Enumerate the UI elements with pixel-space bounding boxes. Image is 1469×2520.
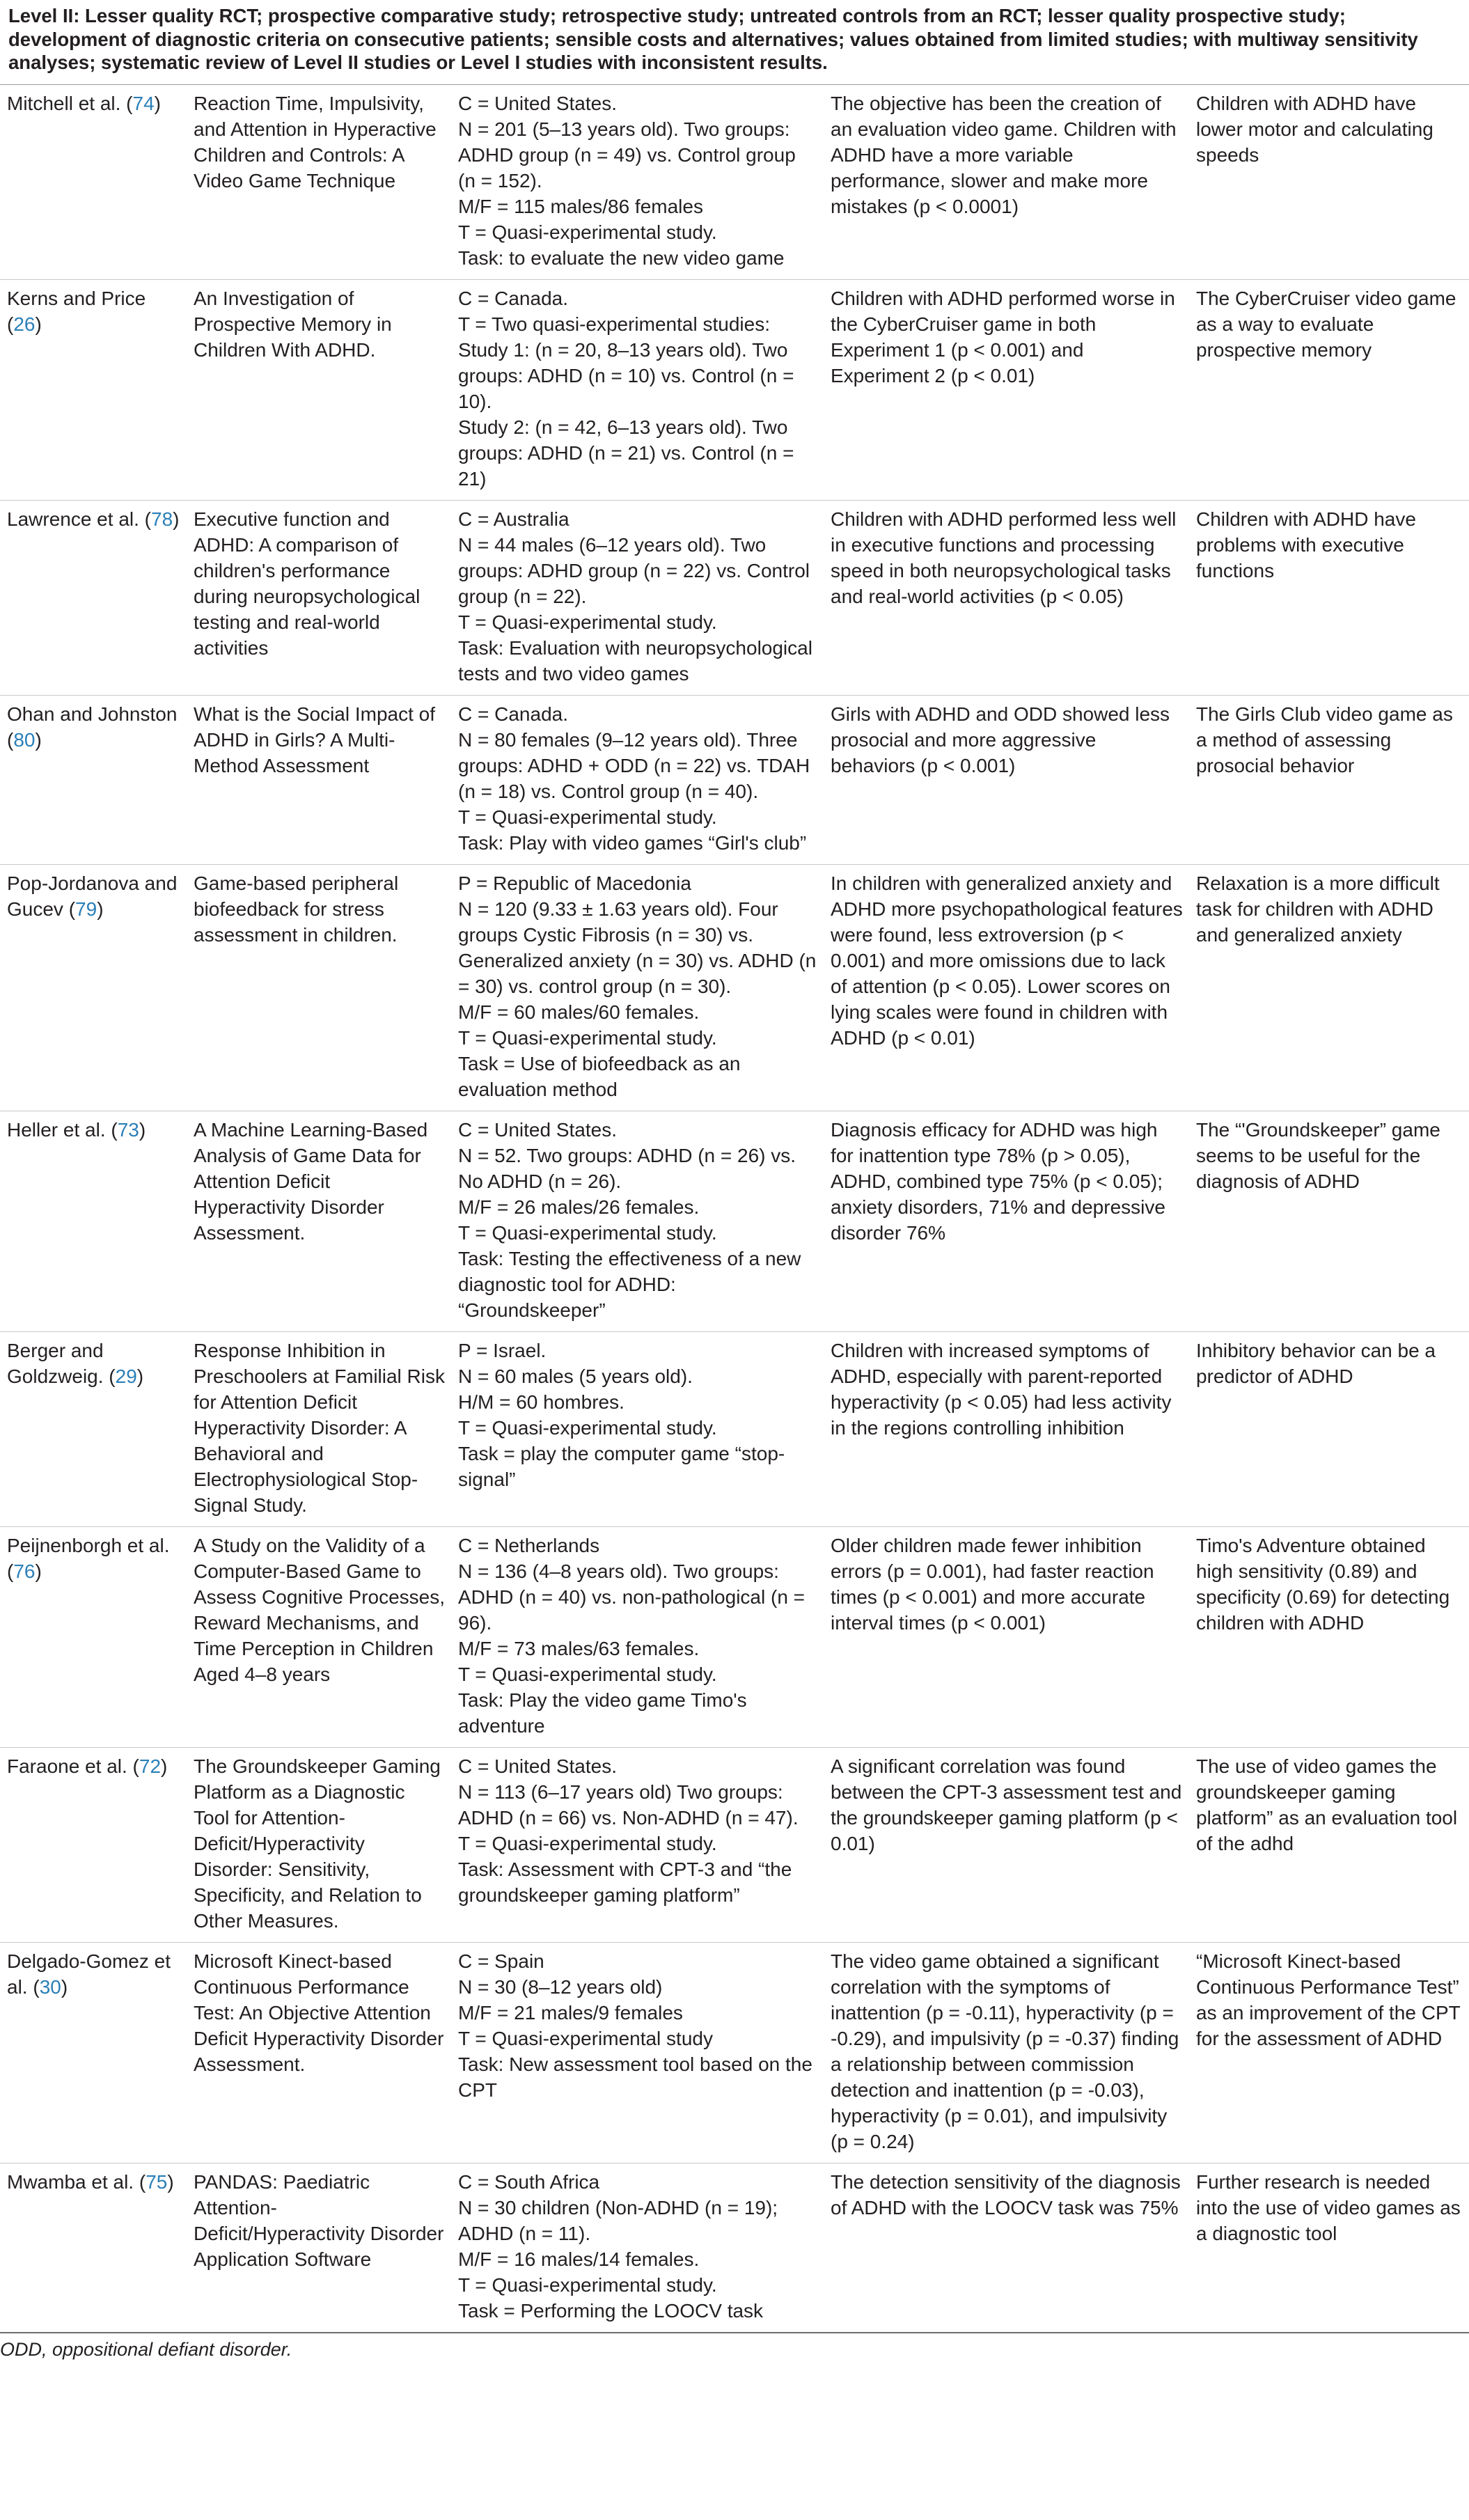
study-conclusions: Relaxation is a more difficult task for children with ADHD and generalized anxiety (1189, 864, 1469, 1111)
study-results: Older children made fewer inhibition errors (p = 0.001), had faster reaction times (p < 0.001) and more accurate interval times (p < 0.001) (824, 1526, 1189, 1747)
author-cell: Lawrence et al. (78) (0, 500, 187, 695)
author-cell: Pop-Jordanova and Gucev (79) (0, 864, 187, 1111)
characteristic-line: M/F = 115 males/86 females (458, 195, 703, 217)
characteristic-line: T = Quasi-experimental study. (458, 1221, 717, 1244)
characteristic-line: Task: Play with video games “Girl's club” (458, 831, 807, 854)
characteristic-line: P = Israel. (458, 1339, 547, 1361)
characteristic-line: N = 30 children (Non-ADHD (n = 19); ADHD (n = 11). (458, 2196, 778, 2244)
characteristic-line: Task: Assessment with CPT-3 and “the groundskeeper gaming platform” (458, 1858, 792, 1906)
characteristic-line: Task: to evaluate the new video game (458, 246, 785, 269)
author-cell: Kerns and Price (26) (0, 279, 187, 500)
study-title: A Machine Learning-Based Analysis of Game Data for Attention Deficit Hyperactivity Disorder Assessment. (187, 1111, 451, 1331)
characteristic-line: M/F = 26 males/26 females. (458, 1196, 700, 1218)
characteristic-line: C = Spain (458, 1950, 544, 1972)
study-conclusions: The CyberCruiser video game as a way to evaluate prospective memory (1189, 279, 1469, 500)
author-cell: Berger and Goldzweig. (29) (0, 1331, 187, 1526)
table-row (0, 1942, 1469, 2163)
sample-characteristics (451, 500, 824, 695)
study-results: The detection sensitivity of the diagnosis of ADHD with the LOOCV task was 75% (824, 2163, 1189, 2333)
study-results: Children with increased symptoms of ADHD, especially with parent-reported hyperactivity (p < 0.05) had less activity in the regions controlling inhibition (824, 1331, 1189, 1526)
author-name: Heller et al. (7, 1118, 106, 1141)
characteristic-line: M/F = 73 males/63 females. (458, 1637, 700, 1659)
sample-characteristics (451, 1747, 824, 1942)
table-row (0, 1526, 1469, 1747)
author-name: Ohan and Johnston (7, 703, 178, 725)
reference-link[interactable]: 79 (75, 898, 97, 920)
characteristic-line: Task: Testing the effectiveness of a new diagnostic tool for ADHD: “Groundskeeper” (458, 1247, 801, 1321)
characteristic-line: N = 52. Two groups: ADHD (n = 26) vs. No ADHD (n = 26). (458, 1144, 796, 1192)
study-results: Girls with ADHD and ODD showed less prosocial and more aggressive behaviors (p < 0.001) (824, 695, 1189, 864)
study-conclusions: Children with ADHD have problems with executive functions (1189, 500, 1469, 695)
study-conclusions: The Girls Club video game as a method of assessing prosocial behavior (1189, 695, 1469, 864)
study-title: Response Inhibition in Preschoolers at Familial Risk for Attention Deficit Hyperactivity Disorder: A Behavioral and Electrophysiological Stop-Signal Study. (187, 1331, 451, 1526)
reference-link[interactable]: 78 (151, 508, 173, 530)
study-title: Game-based peripheral biofeedback for stress assessment in children. (187, 864, 451, 1111)
sample-characteristics (451, 695, 824, 864)
author-name: Faraone et al. (7, 1755, 127, 1777)
study-conclusions: The use of video games the groundskeeper gaming platform” as an evaluation tool of the adhd (1189, 1747, 1469, 1942)
study-conclusions: Inhibitory behavior can be a predictor of ADHD (1189, 1331, 1469, 1526)
characteristic-line: C = United States. (458, 92, 618, 114)
study-conclusions: The “'Groundskeeper” game seems to be useful for the diagnosis of ADHD (1189, 1111, 1469, 1331)
sample-characteristics (451, 1526, 824, 1747)
study-conclusions: Timo's Adventure obtained high sensitivity (0.89) and specificity (0.69) for detecting children with ADHD (1189, 1526, 1469, 1747)
author-cell: Delgado-Gomez et al. (30) (0, 1942, 187, 2163)
sample-characteristics (451, 1942, 824, 2163)
characteristic-line: Study 2: (n = 42, 6–13 years old). Two groups: ADHD (n = 21) vs. Control (n = 21) (458, 416, 794, 490)
characteristic-line: C = Australia (458, 508, 569, 530)
author-cell: Ohan and Johnston (80) (0, 695, 187, 864)
characteristic-line: N = 120 (9.33 ± 1.63 years old). Four groups Cystic Fibrosis (n = 30) vs. Generalized anxiety (n = 30) vs. ADHD (n = 30) vs. control group (n = 30). (458, 898, 817, 997)
reference-link[interactable]: 76 (13, 1560, 36, 1582)
table-row (0, 864, 1469, 1111)
study-conclusions: “Microsoft Kinect-based Continuous Performance Test” as an improvement of the CPT for the assessment of ADHD (1189, 1942, 1469, 2163)
study-results: A significant correlation was found between the CPT-3 assessment test and the groundskeeper gaming platform (p < 0.01) (824, 1747, 1189, 1942)
author-name: Berger and Goldzweig. (7, 1339, 104, 1387)
sample-characteristics (451, 279, 824, 500)
characteristic-line: Task = Performing the LOOCV task (458, 2299, 764, 2322)
study-title: Reaction Time, Impulsivity, and Attention in Hyperactive Children and Controls: A Video Game Technique (187, 85, 451, 280)
sample-characteristics (451, 85, 824, 280)
study-results: Children with ADHD performed less well in executive functions and processing speed in both neuropsychological tasks and real-world activities (p < 0.05) (824, 500, 1189, 695)
characteristic-line: C = South Africa (458, 2170, 600, 2193)
study-results: Children with ADHD performed worse in the CyberCruiser game in both Experiment 1 (p < 0.001) and Experiment 2 (p < 0.01) (824, 279, 1189, 500)
author-name: Lawrence et al. (7, 508, 139, 530)
author-name: Pop-Jordanova and Gucev (7, 872, 178, 920)
sample-characteristics (451, 1331, 824, 1526)
characteristic-line: Task = Use of biofeedback as an evaluation method (458, 1052, 741, 1100)
characteristic-line: T = Two quasi-experimental studies: (458, 313, 770, 335)
table-row (0, 1111, 1469, 1331)
study-conclusions: Further research is needed into the use of video games as a diagnostic tool (1189, 2163, 1469, 2333)
characteristic-line: T = Quasi-experimental study. (458, 1026, 717, 1049)
characteristic-line: H/M = 60 hombres. (458, 1391, 624, 1413)
characteristic-line: N = 113 (6–17 years old) Two groups: ADHD (n = 66) vs. Non-ADHD (n = 47). (458, 1781, 799, 1829)
characteristic-line: T = Quasi-experimental study. (458, 806, 717, 828)
footnote: ODD, oppositional defiant disorder. (0, 2338, 292, 2360)
characteristic-line: T = Quasi-experimental study. (458, 2274, 717, 2296)
characteristic-line: C = United States. (458, 1118, 618, 1141)
author-name: Delgado-Gomez et al. (7, 1950, 171, 1998)
author-cell: Mitchell et al. (74) (0, 85, 187, 280)
characteristic-line: C = Netherlands (458, 1534, 600, 1556)
study-title: PANDAS: Paediatric Attention-Deficit/Hyperactivity Disorder Application Software (187, 2163, 451, 2333)
sample-characteristics (451, 864, 824, 1111)
sample-characteristics (451, 2163, 824, 2333)
study-results: The video game obtained a significant correlation with the symptoms of inattention (p = -0.11), hyperactivity (p = -0.29), and impulsivity (p = -0.37) finding a relationship between commission detection and inattention (p = -0.03), hyperactivity (p = 0.01), and impulsivity (p = 0.24) (824, 1942, 1189, 2163)
study-title: What is the Social Impact of ADHD in Girls? A Multi-Method Assessment (187, 695, 451, 864)
characteristic-line: N = 44 males (6–12 years old). Two groups: ADHD group (n = 22) vs. Control group (n = 22). (458, 533, 810, 607)
reference-link[interactable]: 72 (139, 1755, 162, 1777)
reference-link[interactable]: 74 (132, 92, 155, 114)
reference-link[interactable]: 26 (13, 313, 36, 335)
study-results: The objective has been the creation of an evaluation video game. Children with ADHD have a more variable performance, slower and make more mistakes (p < 0.0001) (824, 85, 1189, 280)
studies-table-body (0, 85, 1469, 2333)
author-cell: Heller et al. (73) (0, 1111, 187, 1331)
reference-link[interactable]: 29 (115, 1365, 137, 1387)
reference-link[interactable]: 75 (146, 2170, 168, 2193)
study-title: Microsoft Kinect-based Continuous Performance Test: An Objective Attention Deficit Hyperactivity Disorder Assessment. (187, 1942, 451, 2163)
characteristic-line: T = Quasi-experimental study. (458, 1832, 717, 1854)
characteristic-line: M/F = 21 males/9 females (458, 2001, 683, 2024)
table-row (0, 279, 1469, 500)
author-cell: Faraone et al. (72) (0, 1747, 187, 1942)
characteristic-line: Task = play the computer game “stop-signal” (458, 1442, 785, 1490)
characteristic-line: T = Quasi-experimental study. (458, 1416, 717, 1439)
characteristic-line: N = 136 (4–8 years old). Two groups: ADHD (n = 40) vs. non-pathological (n = 96). (458, 1560, 806, 1634)
characteristic-line: T = Quasi-experimental study. (458, 611, 717, 633)
table-row (0, 2163, 1469, 2333)
characteristic-line: Task: Evaluation with neuropsychological tests and two video games (458, 636, 812, 684)
characteristic-line: P = Republic of Macedonia (458, 872, 691, 894)
reference-link[interactable]: 30 (39, 1975, 61, 1998)
characteristic-line: N = 201 (5–13 years old). Two groups: ADHD group (n = 49) vs. Control group (n = 152). (458, 118, 796, 191)
sample-characteristics (451, 1111, 824, 1331)
level-header: Level II: Lesser quality RCT; prospective comparative study; retrospective study; untreated controls from an RCT; lesser quality prospective study; development of diagnostic criteria on consecutive patients; sensible costs and alternatives; values obtained from limited studies; with multiway sensitivity analyses; systematic review of Level II studies or Level I studies with inconsistent results. (0, 0, 1469, 85)
characteristic-line: C = United States. (458, 1755, 618, 1777)
author-name: Peijnenborgh et al. (7, 1534, 170, 1556)
reference-link[interactable]: 80 (13, 728, 36, 751)
study-conclusions: Children with ADHD have lower motor and calculating speeds (1189, 85, 1469, 280)
characteristic-line: Task: Play the video game Timo's adventure (458, 1689, 747, 1737)
author-name: Kerns and Price (7, 287, 146, 309)
author-name: Mitchell et al. (7, 92, 121, 114)
characteristic-line: C = Canada. (458, 703, 568, 725)
author-name: Mwamba et al. (7, 2170, 134, 2193)
studies-table (0, 85, 1469, 2333)
table-row (0, 85, 1469, 280)
characteristic-line: M/F = 16 males/14 females. (458, 2248, 700, 2270)
author-cell: Peijnenborgh et al. (76) (0, 1526, 187, 1747)
study-title: The Groundskeeper Gaming Platform as a Diagnostic Tool for Attention-Deficit/Hyperactivity Disorder: Sensitivity, Specificity, and Relation to Other Measures. (187, 1747, 451, 1942)
table-row (0, 1331, 1469, 1526)
study-title: An Investigation of Prospective Memory in Children With ADHD. (187, 279, 451, 500)
characteristic-line: T = Quasi-experimental study. (458, 1663, 717, 1685)
table-row (0, 1747, 1469, 1942)
characteristic-line: M/F = 60 males/60 females. (458, 1001, 700, 1023)
characteristic-line: N = 30 (8–12 years old) (458, 1975, 663, 1998)
table-row (0, 500, 1469, 695)
characteristic-line: C = Canada. (458, 287, 568, 309)
characteristic-line: Study 1: (n = 20, 8–13 years old). Two groups: ADHD (n = 10) vs. Control (n = 10). (458, 338, 794, 412)
study-title: Executive function and ADHD: A comparison of children's performance during neuropsychological testing and real-world activities (187, 500, 451, 695)
characteristic-line: Task: New assessment tool based on the CPT (458, 2053, 812, 2101)
reference-link[interactable]: 73 (117, 1118, 139, 1141)
characteristic-line: N = 80 females (9–12 years old). Three groups: ADHD + ODD (n = 22) vs. TDAH (n = 18) vs. Control group (n = 40). (458, 728, 810, 802)
characteristic-line: T = Quasi-experimental study. (458, 221, 717, 243)
characteristic-line: N = 60 males (5 years old). (458, 1365, 693, 1387)
characteristic-line: T = Quasi-experimental study (458, 2027, 713, 2049)
study-results: Diagnosis efficacy for ADHD was high for inattention type 78% (p > 0.05), ADHD, combined type 75% (p < 0.05); anxiety disorders, 71% and depressive disorder 76% (824, 1111, 1189, 1331)
study-results: In children with generalized anxiety and ADHD more psychopathological features were found, less extroversion (p < 0.001) and more omissions due to lack of attention (p < 0.05). Lower scores on lying scales were found in children with ADHD (p < 0.01) (824, 864, 1189, 1111)
author-cell: Mwamba et al. (75) (0, 2163, 187, 2333)
study-title: A Study on the Validity of a Computer-Based Game to Assess Cognitive Processes, Reward Mechanisms, and Time Perception in Children Aged 4–8 years (187, 1526, 451, 1747)
table-row (0, 695, 1469, 864)
